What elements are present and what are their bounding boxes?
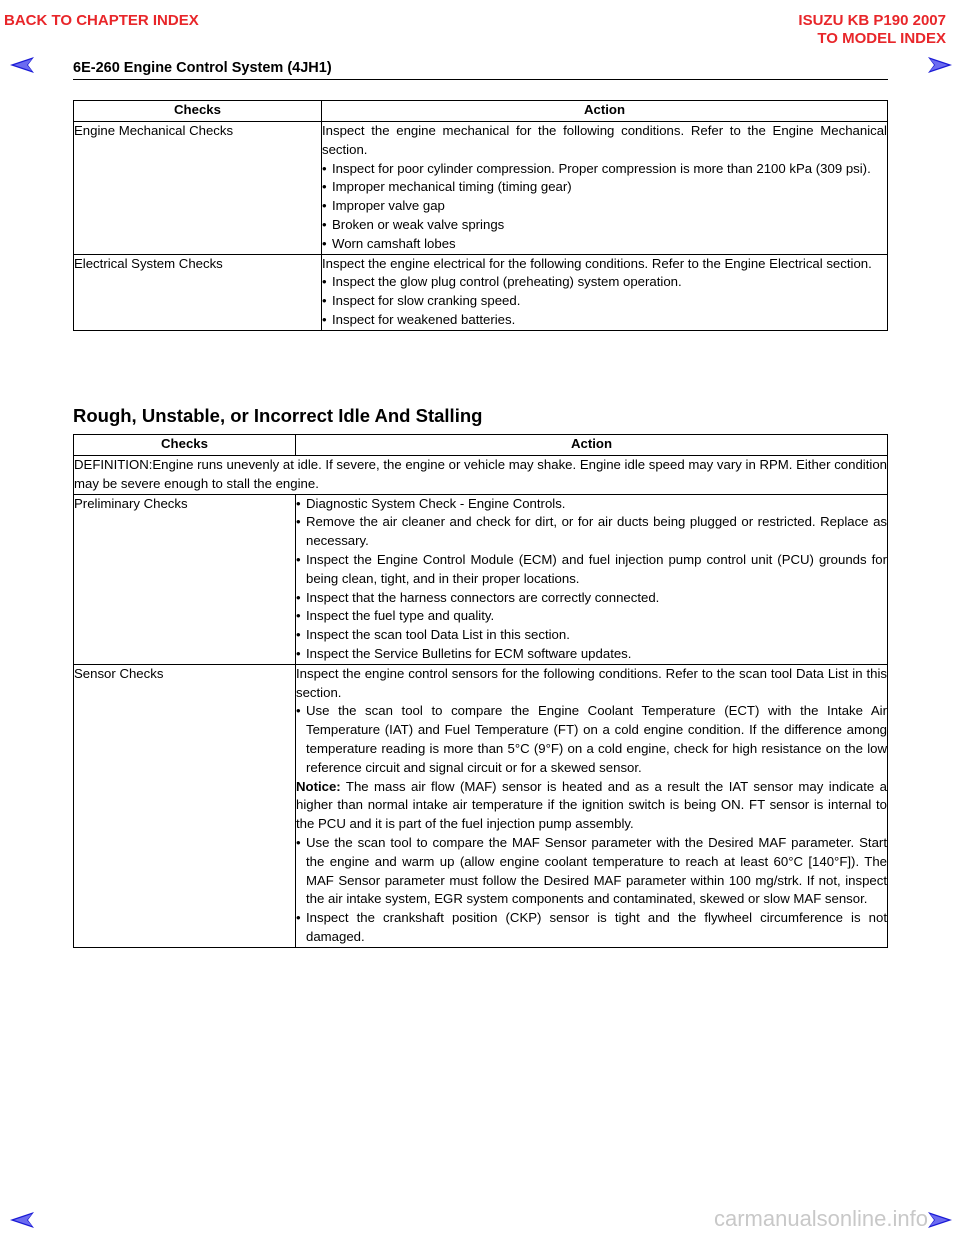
previous-page-bottom-arrow-icon[interactable] — [10, 1212, 40, 1228]
action-intro: Inspect the engine electrical for the following conditions. Refer to the Engine Electrical section. — [322, 255, 872, 271]
action-cell — [322, 122, 888, 255]
bullet-item: • Improper mechanical timing (timing gear) — [322, 178, 887, 197]
table-row — [74, 664, 888, 947]
bullet-item: • Inspect for slow cranking speed. — [322, 292, 887, 311]
table-row — [74, 254, 888, 330]
action-column-header: Action — [322, 101, 888, 122]
section-heading: Rough, Unstable, or Incorrect Idle And Stalling — [73, 405, 483, 426]
check-cell: Preliminary Checks — [74, 494, 296, 664]
table-row — [74, 494, 888, 664]
notice-label: Notice: — [296, 778, 341, 794]
back-to-chapter-index-link[interactable]: BACK TO CHAPTER INDEX — [4, 12, 199, 29]
notice-text: The mass air flow (MAF) sensor is heated and as a result the IAT sensor may indicate a higher than normal intake air temperature if the ignition switch is being ON. FT sensor is internal to the PCU and it is part of the fuel injection pump assembly. — [296, 778, 887, 832]
bullet-item: • Inspect for poor cylinder compression. Proper compression is more than 2100 kPa (309 psi). — [322, 160, 887, 179]
check-cell: Engine Mechanical Checks — [74, 122, 322, 255]
bullet-item: • Inspect the Service Bulletins for ECM software updates. — [296, 645, 887, 664]
watermark: carmanualsonline.info — [713, 1206, 928, 1231]
check-cell: Electrical System Checks — [74, 254, 322, 330]
bullet-item: • Broken or weak valve springs — [322, 216, 887, 235]
table-row — [74, 122, 888, 255]
notice-paragraph — [296, 778, 887, 834]
bullet-item: • Remove the air cleaner and check for dirt, or for air ducts being plugged or restricted. Replace as necessary. — [296, 513, 887, 551]
bullet-item: • Inspect that the harness connectors are correctly connected. — [296, 589, 887, 608]
to-model-index-link[interactable]: TO MODEL INDEX — [817, 30, 946, 47]
bullet-item: • Inspect the scan tool Data List in this section. — [296, 626, 887, 645]
bullet-item: • Diagnostic System Check - Engine Controls. — [296, 495, 887, 514]
bullet-item: • Use the scan tool to compare the Engine Coolant Temperature (ECT) with the Intake Air Temperature (IAT) and Fuel Temperature (FT) on a cold engine condition. If the difference among temperature reading is more than 5°C (9°F) on a cold engine, check for high resistance on the low reference circuit and signal circuit or for a skewed sensor. — [296, 702, 887, 777]
checks-column-header: Checks — [74, 435, 296, 456]
bullet-item: • Use the scan tool to compare the MAF Sensor parameter with the Desired MAF parameter. Start the engine and warm up (allow engine coolant temperature to reach at least 60°C [140°F]). The MAF Sensor parameter must follow the Desired MAF parameter within 100 mg/strk. If not, inspect the air intake system, EGR system components and contaminated, skewed or slow MAF sensor. — [296, 834, 887, 909]
checks-column-header: Checks — [74, 101, 322, 122]
model-title-link[interactable]: ISUZU KB P190 2007 — [798, 12, 946, 29]
checks-table-upper — [73, 100, 888, 331]
page-header — [73, 60, 888, 80]
check-cell: Sensor Checks — [74, 664, 296, 947]
bullet-item: • Worn camshaft lobes — [322, 235, 887, 254]
table-header-row — [74, 435, 888, 456]
action-cell — [322, 254, 888, 330]
checks-table-idle-stalling — [73, 434, 888, 948]
action-intro: Inspect the engine control sensors for the following conditions. Refer to the scan tool Data List in this section. — [296, 665, 887, 700]
bullet-item: • Improper valve gap — [322, 197, 887, 216]
action-column-header: Action — [296, 435, 888, 456]
previous-page-arrow-icon[interactable] — [10, 57, 40, 73]
bullet-item: • Inspect the Engine Control Module (ECM) and fuel injection pump control unit (PCU) grounds for being clean, tight, and in their proper locations. — [296, 551, 887, 589]
page-title: 6E-260 Engine Control System (4JH1) — [73, 60, 332, 76]
action-cell — [296, 494, 888, 664]
action-cell — [296, 664, 888, 947]
bullet-item: • Inspect for weakened batteries. — [322, 311, 887, 330]
definition-cell: DEFINITION:Engine runs unevenly at idle. If severe, the engine or vehicle may shake. Engine idle speed may vary in RPM. Either condition may be severe enough to stall the engine. — [74, 456, 888, 495]
bullet-item: • Inspect the fuel type and quality. — [296, 607, 887, 626]
action-intro: Inspect the engine mechanical for the following conditions. Refer to the Engine Mechanical section. — [322, 123, 887, 157]
table-header-row — [74, 101, 888, 122]
next-page-arrow-icon[interactable] — [922, 57, 952, 73]
definition-row — [74, 456, 888, 495]
bullet-item: • Inspect the crankshaft position (CKP) sensor is tight and the flywheel circumference is not damaged. — [296, 909, 887, 947]
bullet-item: • Inspect the glow plug control (preheating) system operation. — [322, 273, 887, 292]
